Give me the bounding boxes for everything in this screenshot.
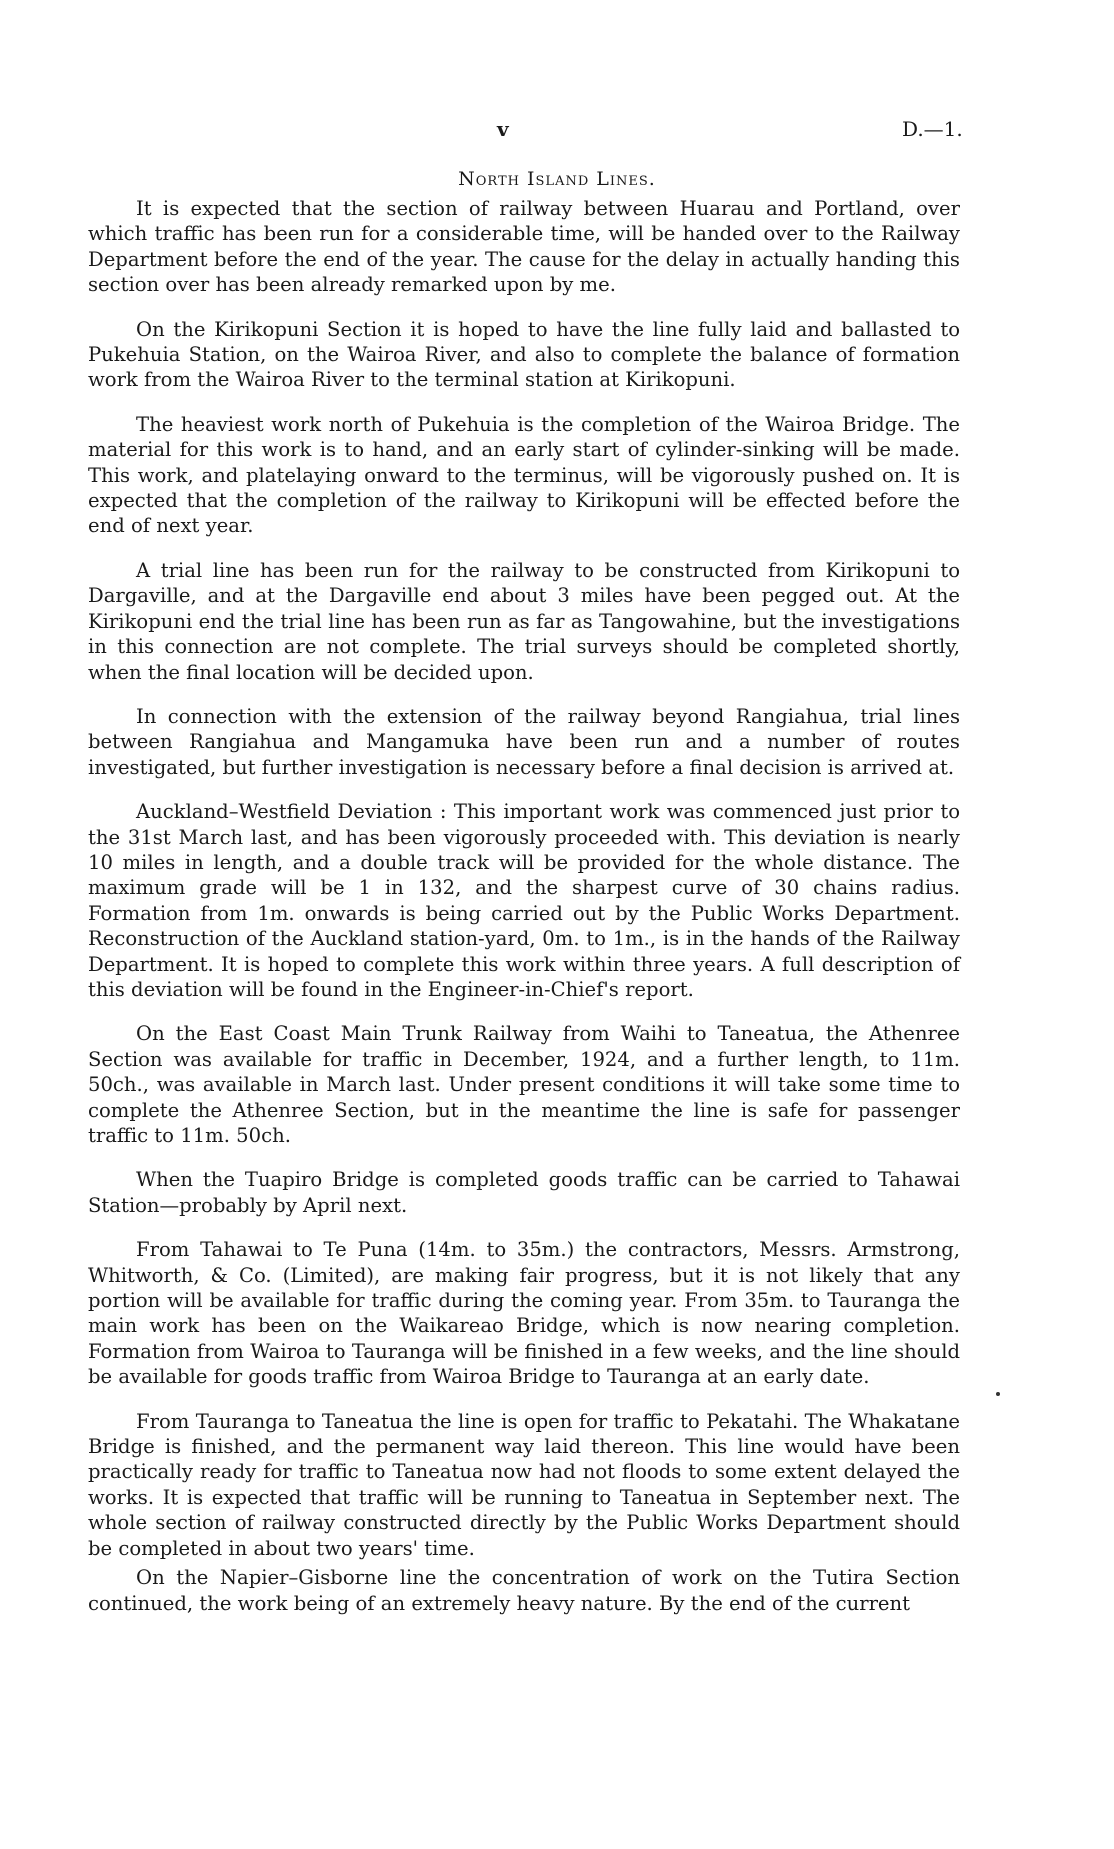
document-reference: D.—1. bbox=[902, 117, 963, 141]
page-number: v bbox=[497, 117, 509, 141]
paragraph: It is expected that the section of railway between Huarau and Portland, over which traffic has been run for a considerable time, will be handed over to the Railway Department before the end of the year. The cause for the delay in actually handing this section over has been already remarked upon by me. bbox=[88, 197, 960, 297]
body-text bbox=[88, 196, 960, 1635]
paragraph: On the East Coast Main Trunk Railway from Waihi to Taneatua, the Athenree Section was available for traffic in December, 1924, and a further length, to 11m. 50ch., was available in March last. Under present conditions it will take some time to complete the Athenree Section, but in the meantime the line is safe for passenger traffic to 11m. 50ch. bbox=[88, 1022, 960, 1147]
margin-mark bbox=[996, 1392, 1000, 1396]
paragraph: A trial line has been run for the railway to be constructed from Kirikopuni to Dargaville, and at the Dargaville end about 3 miles have been pegged out. At the Kirikopuni end the trial line has been run as far as Tangowahine, but the investigations in this connection are not complete. The trial surveys should be completed shortly, when the final location will be decided upon. bbox=[88, 558, 960, 684]
paragraph: Auckland–Westfield Deviation : This important work was commenced just prior to the 31st March last, and has been vigorously proceeded with. This deviation is nearly 10 miles in length, and a double track will be provided for the whole distance. The maximum grade will be 1 in 132, and the sharpest curve of 30 chains radius. Formation from 1m. onwards is being carried out by the Public Works Department. Reconstruction of the Auckland station-yard, 0m. to 1m., is in the hands of the Railway Department. It is hoped to complete this work within three years. A full description of this deviation will be found in the Engineer-in-Chief's report. bbox=[88, 800, 960, 1001]
paragraph: From Tauranga to Taneatua the line is open for traffic to Pekatahi. The Whakatane Bridge is finished, and the permanent way laid thereon. This line would have been practically ready for traffic to Taneatua now had not floods to some extent delayed the works. It is expected that traffic will be running to Taneatua in September next. The whole section of railway constructed directly by the Public Works Department should be completed in about two years' time. bbox=[88, 1409, 960, 1560]
paragraph: From Tahawai to Te Puna (14m. to 35m.) the contractors, Messrs. Armstrong, Whitworth, & Co. (Limited), are making fair progress, but it is not likely that any portion will be available for traffic during the coming year. From 35m. to Tauranga the main work has been on the Waikareao Bridge, which is now nearing completion. Formation from Wairoa to Tauranga will be finished in a few weeks, and the line should be available for goods traffic from Wairoa Bridge to Tauranga at an early date. bbox=[88, 1238, 960, 1389]
paragraph: When the Tuapiro Bridge is completed goods traffic can be carried to Tahawai Station—probably by April next. bbox=[88, 1168, 960, 1217]
paragraph: On the Kirikopuni Section it is hoped to have the line fully laid and ballasted to Pukehuia Station, on the Wairoa River, and also to complete the balance of formation work from the Wairoa River to the terminal station at Kirikopuni. bbox=[88, 317, 960, 392]
paragraph: The heaviest work north of Pukehuia is the completion of the Wairoa Bridge. The material for this work is to hand, and an early start of cylinder-sinking will be made. This work, and platelaying onward to the terminus, will be vigorously pushed on. It is expected that the completion of the railway to Kirikopuni will be effected before the end of next year. bbox=[88, 412, 960, 538]
paragraph: In connection with the extension of the railway beyond Rangiahua, trial lines between Rangiahua and Mangamuka have been run and a number of routes investigated, but further investigation is necessary before a final decision is arrived at. bbox=[88, 704, 960, 779]
section-heading: North Island Lines. bbox=[458, 168, 656, 190]
paragraph: On the Napier–Gisborne line the concentration of work on the Tutira Section continued, the work being of an extremely heavy nature. By the end of the current bbox=[88, 1566, 960, 1615]
